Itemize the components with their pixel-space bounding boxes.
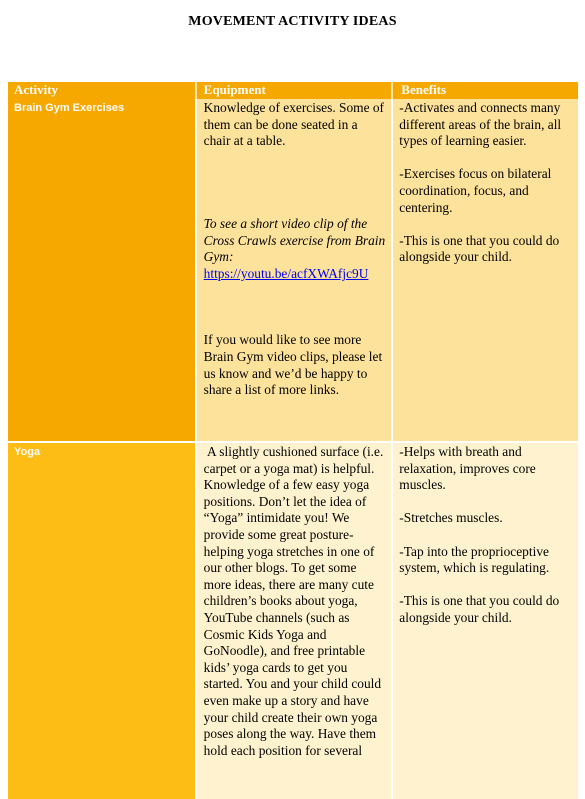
document-title: MOVEMENT ACTIVITY IDEAS	[188, 14, 397, 29]
equipment-more: If you would like to see more Brain Gym video clips, please let us know and we’d be happy to share a list of more links.	[203, 332, 383, 398]
benefits-cell	[393, 443, 578, 799]
table-header-row	[8, 82, 578, 99]
equipment-cell	[197, 99, 392, 441]
benefit-item: -Helps with breath and relaxation, improves core muscles.	[399, 444, 536, 493]
header-benefits: Benefits	[393, 82, 578, 99]
table-row	[8, 99, 578, 441]
benefit-item: -Exercises focus on bilateral coordination, focus, and centering.	[399, 166, 552, 215]
benefit-item: -Tap into the proprioceptive system, which is regulating.	[399, 543, 550, 576]
equipment-text: A slightly cushioned surface (i.e. carpet or a yoga mat) is helpful. Knowledge of a few easy yoga positions. Don’t let the idea of “Yoga” intimidate you! We provide some great posture-helping yoga stretches in one of our other blogs. To get some more ideas, there are many cute children’s books about yoga, YouTube channels (such as Cosmic Kids Yoga and GoNoodle), and free printable kids’ yoga cards to get you started. You and your child could even make up a story and have your child create their own yoga poses along the way. Have them hold each position for several	[203, 444, 387, 758]
activity-cell: Brain Gym Exercises	[8, 99, 195, 441]
video-link[interactable]: https://youtu.be/acfXWAfjc9U	[203, 265, 369, 281]
activity-table	[8, 82, 578, 799]
table-row	[8, 443, 578, 799]
header-activity: Activity	[8, 82, 195, 99]
header-equipment: Equipment	[197, 82, 392, 99]
equipment-intro: Knowledge of exercises. Some of them can be done seated in a chair at a table.	[203, 100, 385, 149]
video-note: To see a short video clip of the Cross Crawls exercise from Brain Gym:	[203, 216, 386, 265]
benefits-cell	[393, 99, 578, 441]
benefit-item: -Activates and connects many different areas of the brain, all types of learning easier.	[399, 100, 562, 149]
benefit-item: -Stretches muscles.	[399, 510, 503, 526]
benefit-item: -This is one that you could do alongside your child.	[399, 593, 560, 625]
equipment-cell	[197, 443, 392, 799]
activity-cell: Yoga	[8, 443, 195, 799]
benefit-item: -This is one that you could do alongside your child.	[399, 232, 560, 265]
